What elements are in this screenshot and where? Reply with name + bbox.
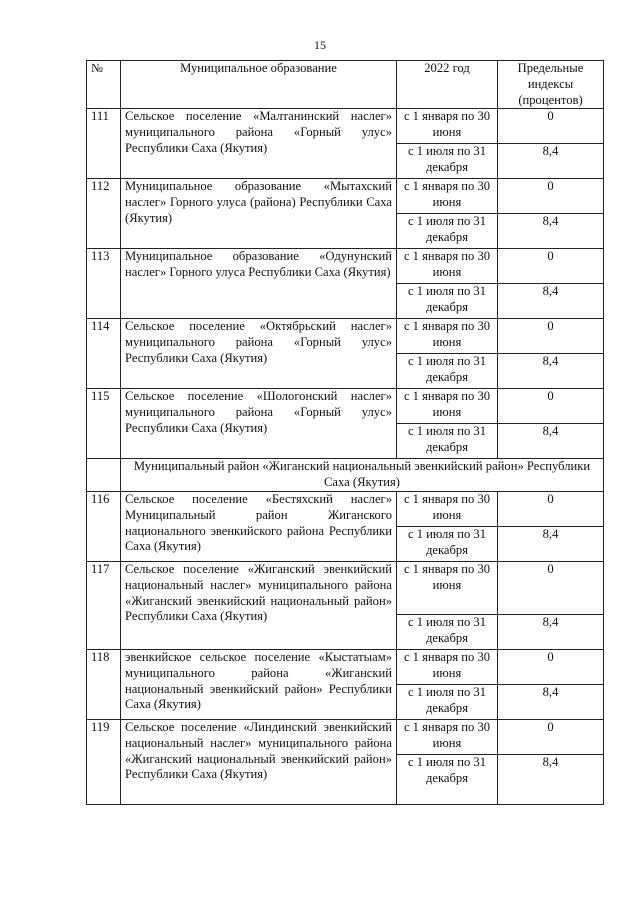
index-second-half: 8,4 — [498, 526, 604, 561]
period-second-half: с 1 июля по 31 декабря — [397, 526, 498, 561]
index-second-half: 8,4 — [498, 144, 604, 179]
row-number: 116 — [87, 491, 121, 561]
municipality-name: эвенкийское сельское поселение «Кыстатыам» муниципального района «Жиганский национальный эвенкийский район» Республики Саха (Якутия) — [121, 649, 397, 719]
index-first-half: 0 — [498, 179, 604, 214]
period-first-half: с 1 января по 30 июня — [397, 389, 498, 424]
index-second-half: 8,4 — [498, 214, 604, 249]
index-second-half: 8,4 — [498, 424, 604, 459]
period-first-half: с 1 января по 30 июня — [397, 109, 498, 144]
table-row — [87, 491, 604, 526]
row-number: 112 — [87, 179, 121, 249]
municipality-name: Сельское поселение «Жиганский эвенкийский национальный наслег» муниципального района «Жиганский эвенкийский национальный район» Республики Саха (Якутия) — [121, 561, 397, 649]
row-number: 118 — [87, 649, 121, 719]
table-row — [87, 389, 604, 424]
period-second-half: с 1 июля по 31 декабря — [397, 214, 498, 249]
municipality-name: Сельское поселение «Линдинский эвенкийский национальный наслег» муниципального района «Жиганский национальный эвенкийский район» Республики Саха (Якутия) — [121, 719, 397, 804]
municipality-name: Сельское поселение «Малтанинский наслег» муниципального района «Горный улус» Республики Саха (Якутия) — [121, 109, 397, 179]
municipality-name: Сельское поселение «Бестяхский наслег» Муниципальный район Жиганского национального эвенкийского района Республики Саха (Якутия) — [121, 491, 397, 561]
column-header-municipality: Муниципальное образование — [121, 61, 397, 109]
row-number: 115 — [87, 389, 121, 459]
index-first-half: 0 — [498, 109, 604, 144]
index-first-half: 0 — [498, 719, 604, 754]
period-first-half: с 1 января по 30 июня — [397, 249, 498, 284]
municipality-name: Муниципальное образование «Одунунский наслег» Горного улуса Республики Саха (Якутия) — [121, 249, 397, 319]
index-first-half: 0 — [498, 249, 604, 284]
table-row — [87, 719, 604, 754]
section-number-cell — [87, 459, 121, 492]
period-first-half: с 1 января по 30 июня — [397, 649, 498, 684]
municipality-name: Сельское поселение «Шологонский наслег» муниципального района «Горный улус» Республики Саха (Якутия) — [121, 389, 397, 459]
table-header-row — [87, 61, 604, 109]
index-second-half: 8,4 — [498, 614, 604, 649]
period-second-half: с 1 июля по 31 декабря — [397, 424, 498, 459]
column-header-number: № — [87, 61, 121, 109]
period-first-half: с 1 января по 30 июня — [397, 561, 498, 614]
period-second-half: с 1 июля по 31 декабря — [397, 144, 498, 179]
period-second-half: с 1 июля по 31 декабря — [397, 614, 498, 649]
table-row — [87, 649, 604, 684]
index-first-half: 0 — [498, 561, 604, 614]
table-row — [87, 561, 604, 614]
municipality-name: Муниципальное образование «Мытахский наслег» Горного улуса (района) Республики Саха (Якутия) — [121, 179, 397, 249]
table-row — [87, 109, 604, 144]
index-first-half: 0 — [498, 649, 604, 684]
period-first-half: с 1 января по 30 июня — [397, 719, 498, 754]
section-heading: Муниципальный район «Жиганский национальный эвенкийский район» Республики Саха (Якутия) — [121, 459, 604, 492]
table-row — [87, 249, 604, 284]
row-number: 117 — [87, 561, 121, 649]
index-second-half: 8,4 — [498, 284, 604, 319]
period-second-half: с 1 июля по 31 декабря — [397, 284, 498, 319]
municipality-name: Сельское поселение «Октябрьский наслег» муниципального района «Горный улус» Республики Саха (Якутия) — [121, 319, 397, 389]
index-second-half: 8,4 — [498, 684, 604, 719]
table-row — [87, 179, 604, 214]
row-number: 114 — [87, 319, 121, 389]
index-first-half: 0 — [498, 389, 604, 424]
period-second-half: с 1 июля по 31 декабря — [397, 754, 498, 804]
row-number: 111 — [87, 109, 121, 179]
table-row — [87, 319, 604, 354]
row-number: 119 — [87, 719, 121, 804]
period-second-half: с 1 июля по 31 декабря — [397, 354, 498, 389]
index-second-half: 8,4 — [498, 754, 604, 804]
column-header-indices: Предельные индексы (процентов) — [498, 61, 604, 109]
tariff-indices-table — [86, 60, 604, 805]
page-number: 15 — [314, 38, 326, 52]
period-first-half: с 1 января по 30 июня — [397, 179, 498, 214]
period-first-half: с 1 января по 30 июня — [397, 319, 498, 354]
section-heading-row — [87, 459, 604, 492]
row-number: 113 — [87, 249, 121, 319]
index-second-half: 8,4 — [498, 354, 604, 389]
index-first-half: 0 — [498, 491, 604, 526]
column-header-year: 2022 год — [397, 61, 498, 109]
index-first-half: 0 — [498, 319, 604, 354]
period-first-half: с 1 января по 30 июня — [397, 491, 498, 526]
period-second-half: с 1 июля по 31 декабря — [397, 684, 498, 719]
